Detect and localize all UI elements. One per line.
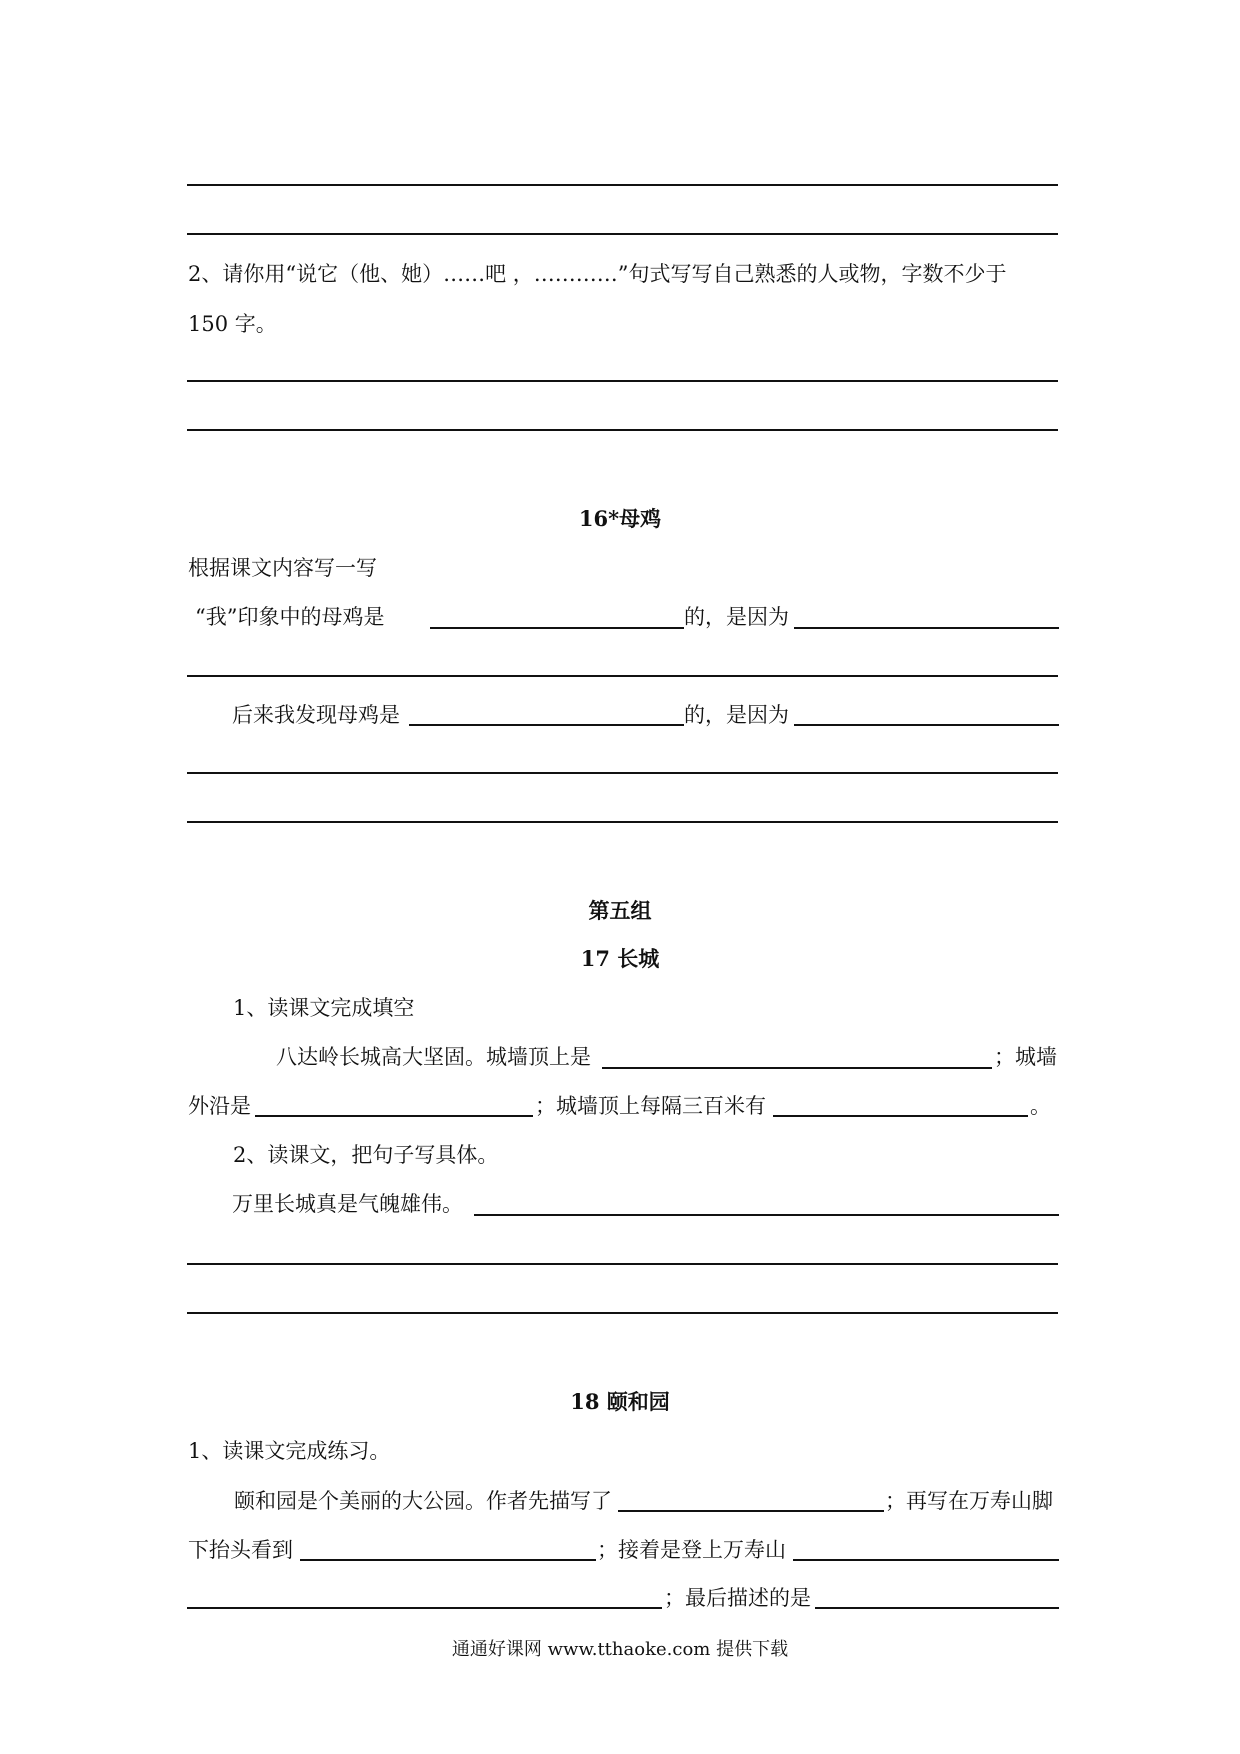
question: 2、读课文，把句子写具体。 bbox=[233, 1143, 499, 1167]
fill-text: 后来我发现母鸡是 bbox=[232, 703, 400, 727]
instruction: 根据课文内容写一写 bbox=[188, 556, 377, 580]
answer-line[interactable] bbox=[187, 675, 1058, 677]
answer-line[interactable] bbox=[187, 380, 1058, 382]
fill-text: 的，是因为 bbox=[684, 703, 789, 727]
fill-text: 颐和园是个美丽的大公园。作者先描写了 bbox=[234, 1489, 612, 1513]
blank-line[interactable] bbox=[474, 1214, 1059, 1216]
group-heading: 第五组 bbox=[588, 898, 652, 923]
lesson-title: 17 长城 bbox=[580, 946, 660, 971]
blank-line[interactable] bbox=[794, 724, 1059, 726]
answer-line[interactable] bbox=[187, 233, 1058, 235]
answer-line[interactable] bbox=[187, 821, 1058, 823]
fill-text: ；最后描述的是 bbox=[664, 1586, 811, 1610]
fill-text: 。 bbox=[1030, 1094, 1051, 1118]
answer-line[interactable] bbox=[187, 184, 1058, 186]
exercise-prompt: 150 字。 bbox=[188, 312, 277, 336]
answer-line[interactable] bbox=[187, 1312, 1058, 1314]
fill-text: ；接着是登上万寿山 bbox=[597, 1538, 786, 1562]
fill-text: ；城墙顶上每隔三百米有 bbox=[535, 1094, 766, 1118]
fill-text: 万里长城真是气魄雄伟。 bbox=[232, 1192, 463, 1216]
lesson-title: 16*母鸡 bbox=[578, 506, 662, 531]
fill-text: “我”印象中的母鸡是 bbox=[195, 605, 385, 629]
blank-line[interactable] bbox=[187, 1607, 662, 1609]
answer-line[interactable] bbox=[187, 1263, 1058, 1265]
blank-line[interactable] bbox=[430, 627, 684, 629]
blank-line[interactable] bbox=[409, 724, 684, 726]
question: 1、读课文完成练习。 bbox=[188, 1439, 391, 1463]
fill-text: ；城墙 bbox=[994, 1045, 1057, 1069]
answer-line[interactable] bbox=[187, 429, 1058, 431]
answer-line[interactable] bbox=[187, 772, 1058, 774]
blank-line[interactable] bbox=[618, 1510, 884, 1512]
page-footer: 通通好课网 www.tthaoke.com 提供下载 bbox=[451, 1639, 789, 1660]
question: 1、读课文完成填空 bbox=[233, 996, 415, 1020]
blank-line[interactable] bbox=[300, 1559, 596, 1561]
blank-line[interactable] bbox=[773, 1115, 1028, 1117]
blank-line[interactable] bbox=[815, 1607, 1059, 1609]
blank-line[interactable] bbox=[255, 1115, 533, 1117]
lesson-title: 18 颐和园 bbox=[570, 1389, 670, 1414]
fill-text: 下抬头看到 bbox=[188, 1538, 293, 1562]
fill-text: 外沿是 bbox=[188, 1094, 251, 1118]
blank-line[interactable] bbox=[602, 1067, 992, 1069]
fill-text: ；再写在万寿山脚 bbox=[885, 1489, 1053, 1513]
blank-line[interactable] bbox=[793, 1559, 1059, 1561]
exercise-prompt: 2、请你用“说它（他、她）……吧 ，…………”句式写写自己熟悉的人或物，字数不少于 bbox=[188, 262, 1007, 286]
fill-text: 八达岭长城高大坚固。城墙顶上是 bbox=[276, 1045, 591, 1069]
blank-line[interactable] bbox=[794, 627, 1059, 629]
fill-text: 的，是因为 bbox=[684, 605, 789, 629]
